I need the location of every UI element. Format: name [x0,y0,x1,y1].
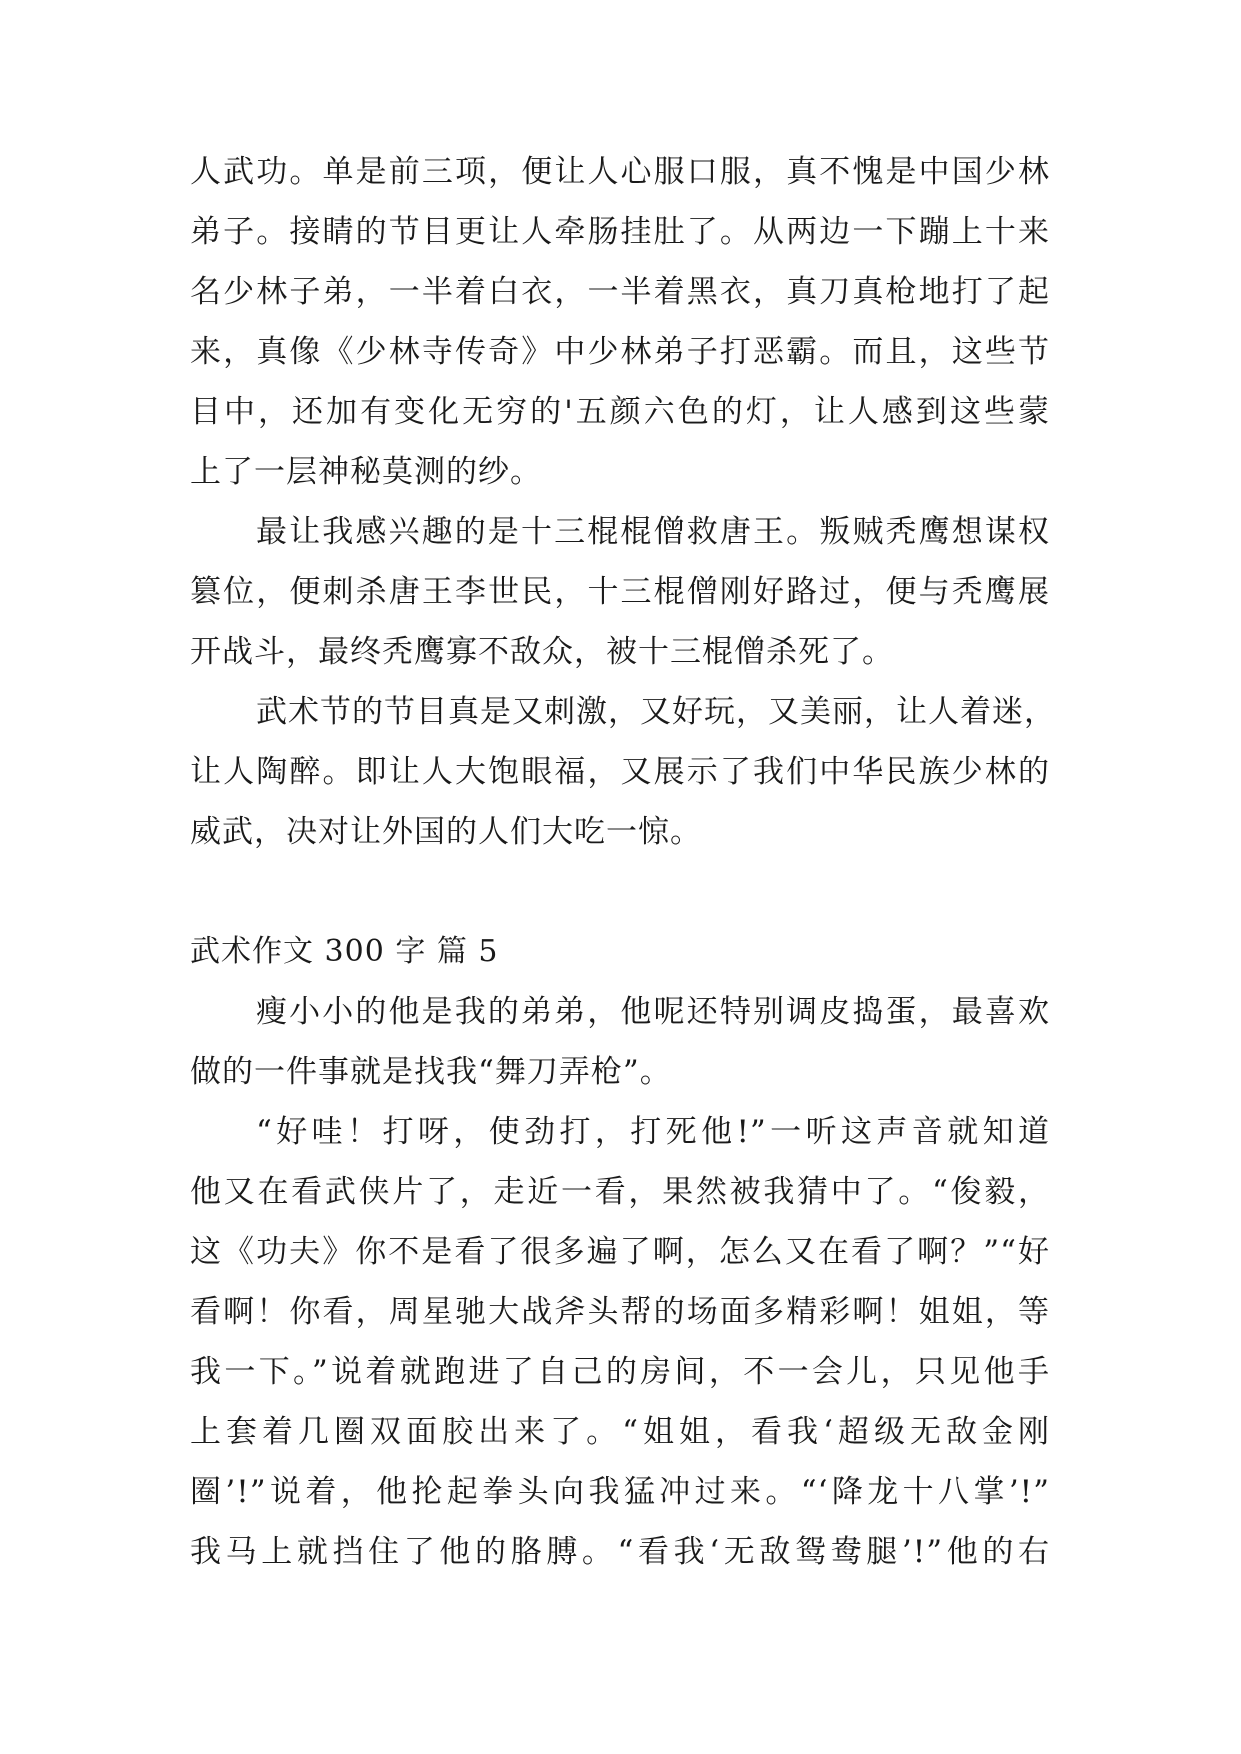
text-line: 这《功夫》你不是看了很多遍了啊，怎么又在看了啊？”“好 [190,1234,1050,1270]
text-line: 威武，决对让外国的人们大吃一惊。 [190,814,702,850]
text-line: 上套着几圈双面胶出来了。“姐姐，看我‘超级无敌金刚 [190,1414,1050,1450]
text-line: 来，真像《少林寺传奇》中少林弟子打恶霸。而且，这些节 [190,334,1050,370]
text-line: 弟子。接睛的节目更让人牵肠挂肚了。从两边一下蹦上十来 [190,214,1050,250]
text-line: 开战斗，最终秃鹰寡不敌众，被十三棍僧杀死了。 [190,634,894,670]
text-line: 人武功。单是前三项，便让人心服口服，真不愧是中国少林 [190,154,1050,190]
text-line: 让人陶醉。即让人大饱眼福，又展示了我们中华民族少林的 [190,754,1050,790]
text-line: 他又在看武侠片了，走近一看，果然被我猜中了。“俊毅， [190,1174,1050,1210]
text-line: 目中，还加有变化无穷的'五颜六色的灯，让人感到这些蒙 [190,394,1050,430]
text-line: 我马上就挡住了他的胳膊。“看我‘无敌鸳鸯腿’!”他的右 [190,1534,1050,1570]
text-line: 篡位，便刺杀唐王李世民，十三棍僧刚好路过，便与秃鹰展 [190,574,1050,610]
text-line: 武术节的节目真是又刺激，又好玩，又美丽，让人着迷， [256,694,1056,730]
text-line: 名少林子弟，一半着白衣，一半着黑衣，真刀真枪地打了起 [190,274,1050,310]
text-line: 我一下。”说着就跑进了自己的房间，不一会儿，只见他手 [190,1354,1050,1390]
text-line: 圈’!”说着，他抡起拳头向我猛冲过来。“‘降龙十八掌’!” [190,1474,1050,1510]
text-line: “好哇！打呀，使劲打，打死他!”一听这声音就知道 [256,1114,1050,1150]
text-line: 上了一层神秘莫测的纱。 [190,454,542,490]
text-line: 看啊！你看，周星驰大战斧头帮的场面多精彩啊！姐姐，等 [190,1294,1050,1330]
text-line: 瘦小小的他是我的弟弟，他呢还特别调皮捣蛋，最喜欢 [256,994,1050,1030]
text-line: 做的一件事就是找我“舞刀弄枪”。 [190,1054,672,1090]
text-line: 最让我感兴趣的是十三棍棍僧救唐王。叛贼秃鹰想谋权 [256,514,1050,550]
section-heading: 武术作文 300 字 篇 5 [190,934,499,969]
